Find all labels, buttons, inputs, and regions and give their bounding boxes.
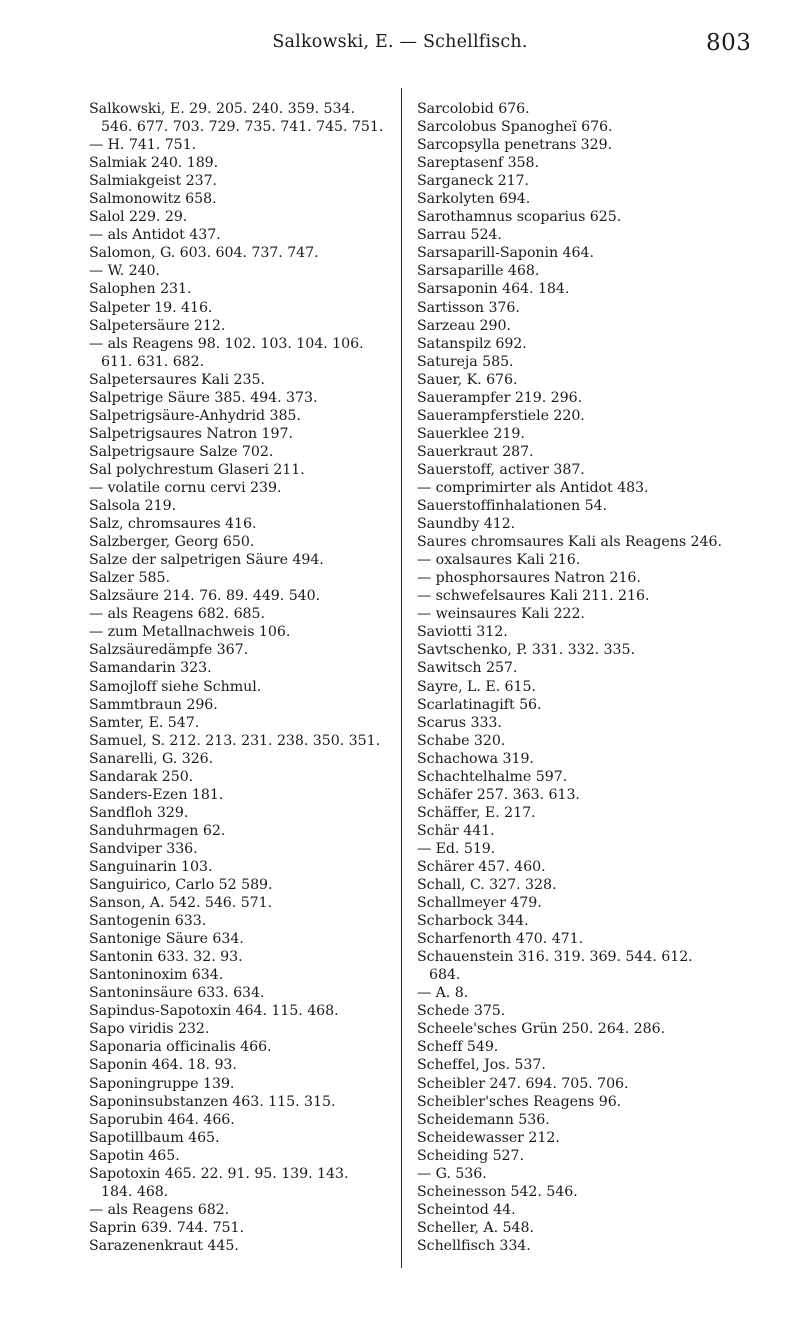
- index-entry: Salomon, G. 603. 604. 737. 747.: [89, 245, 319, 262]
- index-entry: Sauerampferstiele 220.: [417, 407, 585, 424]
- index-entry: Scheibler'sches Reagens 96.: [417, 1093, 622, 1110]
- index-entry: Salpetrigsaure Salze 702.: [89, 443, 274, 460]
- index-entry: Sapotin 465.: [89, 1147, 180, 1164]
- index-entry: — H. 741. 751.: [89, 137, 197, 154]
- index-entry: — als Antidot 437.: [89, 227, 221, 244]
- index-entry: Salpetrige Säure 385. 494. 373.: [89, 389, 318, 406]
- index-entry: Scharfenorth 470. 471.: [417, 931, 584, 948]
- index-entry: Salmiakgeist 237.: [89, 173, 218, 190]
- index-entry: Sarcopsylla penetrans 329.: [417, 137, 613, 154]
- index-entry: Sarganeck 217.: [417, 173, 529, 190]
- index-entry: Sanson, A. 542. 546. 571.: [89, 895, 273, 912]
- index-entry: Scheibler 247. 694. 705. 706.: [417, 1075, 629, 1092]
- index-entry: 684.: [429, 967, 461, 984]
- index-entry: — A. 8.: [417, 985, 469, 1002]
- index-entry: Satanspilz 692.: [417, 335, 527, 352]
- index-entry: Sauer, K. 676.: [417, 371, 518, 388]
- column-divider: [401, 88, 402, 1268]
- index-entry: Saponingruppe 139.: [89, 1075, 235, 1092]
- index-entry: Sauerstoff, activer 387.: [417, 461, 585, 478]
- index-entry: Saundby 412.: [417, 516, 516, 533]
- index-column-right: [417, 100, 727, 1255]
- index-entry: Sanguinarin 103.: [89, 858, 213, 875]
- index-entry: Schall, C. 327. 328.: [417, 877, 557, 894]
- index-entry: Santonin 633. 32. 93.: [89, 949, 243, 966]
- index-entry: Sarsaparille 468.: [417, 263, 540, 280]
- index-entry: Saviotti 312.: [417, 624, 508, 641]
- index-entry: Salmonowitz 658.: [89, 191, 217, 208]
- index-entry: — zum Metallnachweis 106.: [89, 624, 291, 641]
- index-entry: Sarrau 524.: [417, 227, 502, 244]
- index-entry: Salol 229. 29.: [89, 209, 188, 226]
- index-entry: Saponaria officinalis 466.: [89, 1039, 272, 1056]
- index-column-left: [89, 100, 394, 1255]
- index-entry: Samter, E. 547.: [89, 714, 200, 731]
- index-entry: Salzberger, Georg 650.: [89, 534, 255, 551]
- index-entry: Salsola 219.: [89, 498, 177, 515]
- index-entry: Samuel, S. 212. 213. 231. 238. 350. 351.: [89, 732, 381, 749]
- index-entry: — oxalsaures Kali 216.: [417, 552, 581, 569]
- index-entry: — W. 240.: [89, 263, 160, 280]
- index-entry: Salzsäuredämpfe 367.: [89, 642, 249, 659]
- index-entry: Samandarin 323.: [89, 660, 212, 677]
- index-entry: Sauerkraut 287.: [417, 443, 534, 460]
- index-entry: Schabe 320.: [417, 732, 506, 749]
- index-entry: — als Reagens 682. 685.: [89, 606, 265, 623]
- index-entry: Salzer 585.: [89, 570, 170, 587]
- index-entry: Sanders-Ezen 181.: [89, 786, 224, 803]
- index-entry: Scheidemann 536.: [417, 1111, 550, 1128]
- index-entry: Schär 441.: [417, 822, 495, 839]
- index-entry: Sarcolobus Spanogheï 676.: [417, 119, 613, 136]
- index-entry: Schallmeyer 479.: [417, 895, 542, 912]
- index-entry: Sauerampfer 219. 296.: [417, 389, 583, 406]
- index-entry: Salpetersäure 212.: [89, 317, 226, 334]
- index-entry: Santoninsäure 633. 634.: [89, 985, 265, 1002]
- index-entry: Sanduhrmagen 62.: [89, 822, 226, 839]
- running-title: Salkowski, E. — Schellfisch.: [272, 32, 528, 52]
- index-entry: Santoninoxim 634.: [89, 967, 224, 984]
- index-entry: Scheinesson 542. 546.: [417, 1183, 578, 1200]
- index-entry: Sarothamnus scoparius 625.: [417, 209, 622, 226]
- index-entry: Sandarak 250.: [89, 768, 194, 785]
- index-entry: Sapindus-Sapotoxin 464. 115. 468.: [89, 1003, 339, 1020]
- index-entry: Saponinsubstanzen 463. 115. 315.: [89, 1093, 336, 1110]
- index-entry: Santogenin 633.: [89, 913, 207, 930]
- index-entry: Saporubin 464. 466.: [89, 1111, 235, 1128]
- index-entry: Sapo viridis 232.: [89, 1021, 210, 1038]
- index-entry: Scheintod 44.: [417, 1201, 516, 1218]
- index-entry: Salpeter 19. 416.: [89, 299, 213, 316]
- index-entry: — schwefelsaures Kali 211. 216.: [417, 588, 650, 605]
- index-entry: 546. 677. 703. 729. 735. 741. 745. 751.: [101, 119, 384, 136]
- index-entry: Sanarelli, G. 326.: [89, 750, 214, 767]
- index-entry: Savtschenko, P. 331. 332. 335.: [417, 642, 635, 659]
- index-entry: Salzsäure 214. 76. 89. 449. 540.: [89, 588, 321, 605]
- index-entry: Sal polychrestum Glaseri 211.: [89, 461, 305, 478]
- index-entry: — als Reagens 682.: [89, 1201, 230, 1218]
- index-entry: — G. 536.: [417, 1165, 487, 1182]
- index-entry: Saures chromsaures Kali als Reagens 246.: [417, 534, 722, 551]
- index-entry: Schede 375.: [417, 1003, 506, 1020]
- index-entry: Scheiding 527.: [417, 1147, 524, 1164]
- index-entry: Sarsaparill-Saponin 464.: [417, 245, 594, 262]
- index-entry: — weinsaures Kali 222.: [417, 606, 585, 623]
- index-entry: Schellfisch 334.: [417, 1237, 531, 1254]
- index-entry: Sartisson 376.: [417, 299, 520, 316]
- index-entry: Sawitsch 257.: [417, 660, 518, 677]
- index-entry: Salmiak 240. 189.: [89, 155, 219, 172]
- index-entry: Sarkolyten 694.: [417, 191, 531, 208]
- page-number: 803: [706, 30, 752, 56]
- index-entry: Schäfer 257. 363. 613.: [417, 786, 580, 803]
- index-entry: Salpetrigsäure-Anhydrid 385.: [89, 407, 301, 424]
- index-entry: Schäffer, E. 217.: [417, 804, 536, 821]
- index-entry: Scheller, A. 548.: [417, 1219, 534, 1236]
- index-entry: — Ed. 519.: [417, 840, 496, 857]
- index-entry: Scheidewasser 212.: [417, 1129, 560, 1146]
- index-entry: Sarcolobid 676.: [417, 101, 530, 117]
- index-entry: 184. 468.: [101, 1183, 169, 1200]
- index-entry: Schachowa 319.: [417, 750, 534, 767]
- index-entry: Sapotoxin 465. 22. 91. 95. 139. 143.: [89, 1165, 349, 1182]
- index-entry: Schärer 457. 460.: [417, 858, 546, 875]
- index-entry: — volatile cornu cervi 239.: [89, 479, 282, 496]
- index-entry: Schauenstein 316. 319. 369. 544. 612.: [417, 949, 693, 966]
- running-head: [0, 30, 800, 62]
- index-entry: — comprimirter als Antidot 483.: [417, 479, 649, 496]
- index-entry: Sammtbraun 296.: [89, 696, 218, 713]
- index-entry: Scheffel, Jos. 537.: [417, 1057, 546, 1074]
- index-entry: Sanguirico, Carlo 52 589.: [89, 877, 273, 894]
- index-entry: Sauerklee 219.: [417, 425, 525, 442]
- index-entry: Salkowski, E. 29. 205. 240. 359. 534.: [89, 101, 355, 117]
- index-entry: Sandviper 336.: [89, 840, 198, 857]
- index-entry: Sarzeau 290.: [417, 317, 511, 334]
- index-entry: Saprin 639. 744. 751.: [89, 1219, 244, 1236]
- index-entry: Schachtelhalme 597.: [417, 768, 568, 785]
- index-entry: Satureja 585.: [417, 353, 514, 370]
- index-entry: Sandfloh 329.: [89, 804, 189, 821]
- index-entry: Samojloff siehe Schmul.: [89, 678, 262, 695]
- index-entry: Salophen 231.: [89, 281, 192, 298]
- index-entry: Scharbock 344.: [417, 913, 529, 930]
- index-entry: Scarus 333.: [417, 714, 502, 731]
- index-entry: Sareptasenf 358.: [417, 155, 539, 172]
- index-entry: Sapotillbaum 465.: [89, 1129, 220, 1146]
- index-entry: Sarsaponin 464. 184.: [417, 281, 570, 298]
- index-entry: — als Reagens 98. 102. 103. 104. 106.: [89, 335, 364, 352]
- index-entry: Salpetersaures Kali 235.: [89, 371, 265, 388]
- index-entry: Scheele'sches Grün 250. 264. 286.: [417, 1021, 666, 1038]
- index-entry: Santonige Säure 634.: [89, 931, 244, 948]
- index-entry: Sauerstoffinhalationen 54.: [417, 498, 608, 515]
- index-entry: Salze der salpetrigen Säure 494.: [89, 552, 324, 569]
- index-entry: Sayre, L. E. 615.: [417, 678, 536, 695]
- index-entry: Scarlatinagift 56.: [417, 696, 542, 713]
- index-entry: Saponin 464. 18. 93.: [89, 1057, 237, 1074]
- index-entry: 611. 631. 682.: [101, 353, 205, 370]
- index-entry: — phosphorsaures Natron 216.: [417, 570, 641, 587]
- index-entry: Salz, chromsaures 416.: [89, 516, 257, 533]
- index-entry: Salpetrigsaures Natron 197.: [89, 425, 293, 442]
- index-entry: Scheff 549.: [417, 1039, 499, 1056]
- index-entry: Sarazenenkraut 445.: [89, 1237, 239, 1254]
